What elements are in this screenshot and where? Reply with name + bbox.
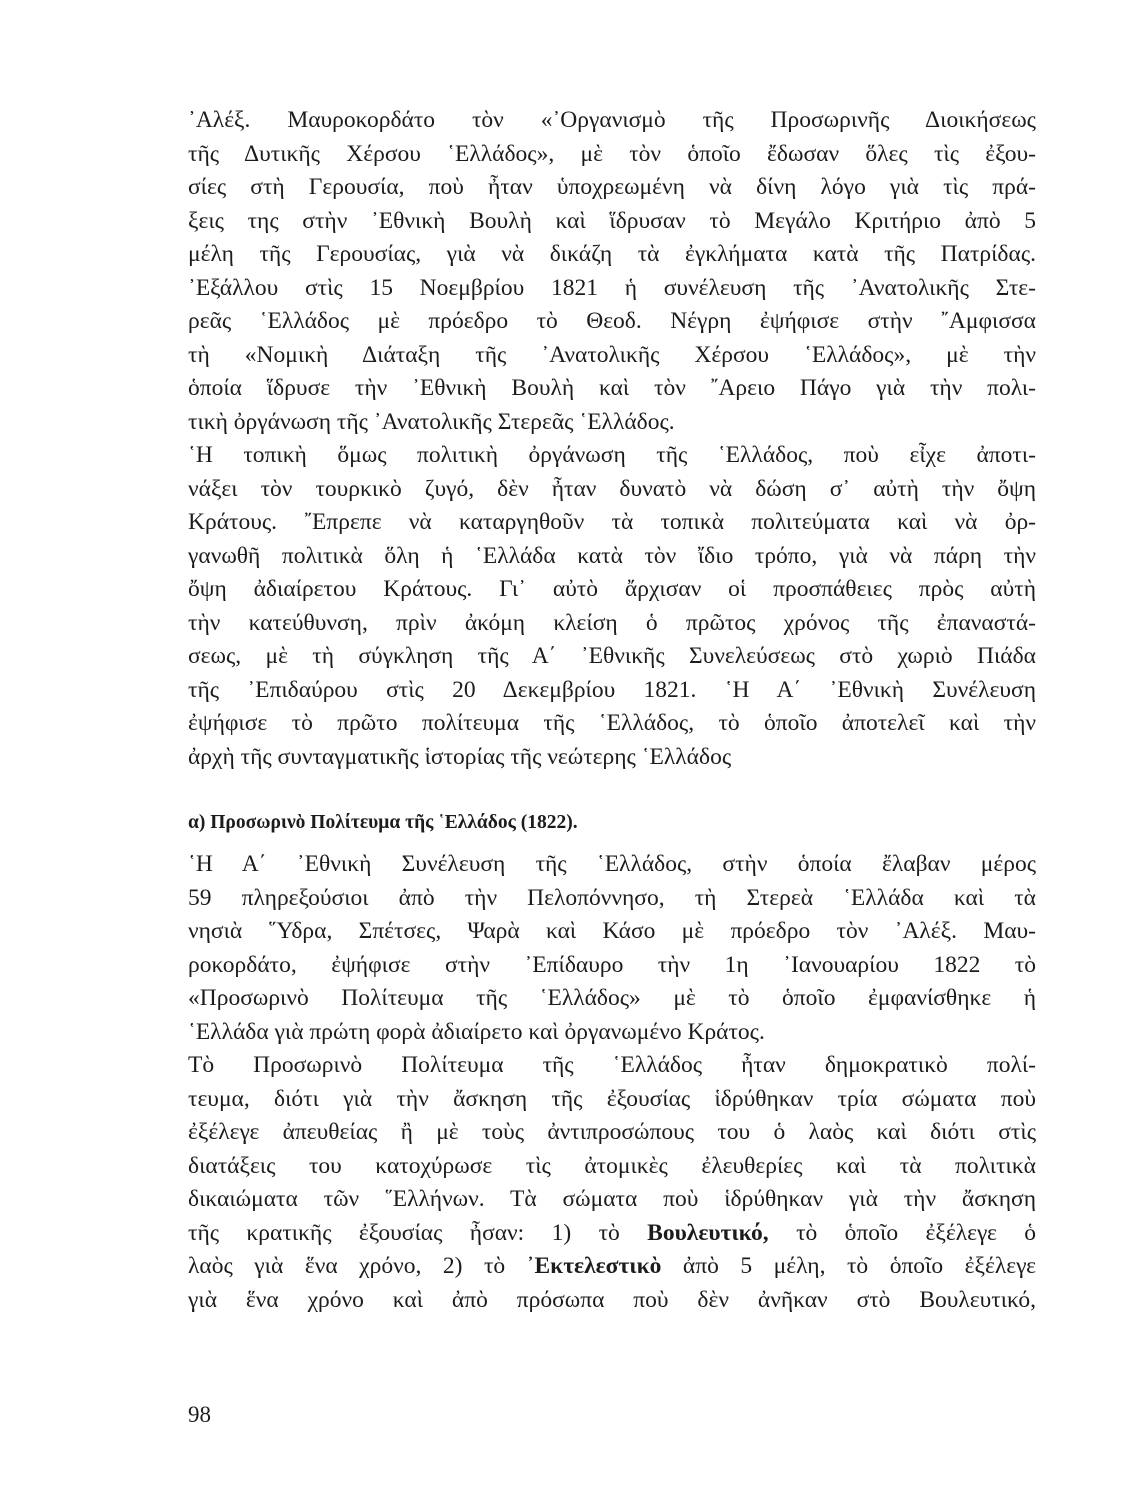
text-line: ξεις της στὴν ᾿Εθνικὴ Βουλὴ καὶ ἵδρυσαν τὸ Μεγάλο Κριτήριο ἀπὸ 5	[188, 207, 1036, 234]
text-line: ἐψήφισε τὸ πρῶτο πολίτευμα τῆς ῾Ελλάδος, τὸ ὁποῖο ἀποτελεῖ καὶ τὴν	[188, 710, 1036, 736]
bold-term: Βουλευτικό,	[647, 1219, 769, 1246]
text-line: «Προσωρινὸ Πολίτευμα τῆς ῾Ελλάδος» μὲ τὸ ὁποῖο ἐμφανίσθηκε ἡ	[188, 985, 1036, 1011]
text-line: ὁποία ἵδρυσε τὴν ᾿Εθνικὴ Βουλὴ καὶ τὸν ῎Αρειο Πάγο γιὰ τὴν πολι-	[188, 375, 1036, 401]
text-line: νησιὰ ῞Υδρα, Σπέτσες, Ψαρὰ καὶ Κάσο μὲ πρόεδρο τὸν ᾿Αλέξ. Μαυ-	[188, 918, 1036, 944]
body-text	[188, 104, 1036, 1317]
text-line: τευμα, διότι γιὰ τὴν ἄσκηση τῆς ἐξουσίας ἱδρύθηκαν τρία σώματα ποὺ	[188, 1085, 1036, 1112]
section-heading: α) Προσωρινὸ Πολίτευμα τῆς ῾Ελλάδος (1822).	[188, 812, 578, 833]
page-number: 98	[188, 1402, 211, 1427]
paragraph	[188, 848, 1036, 1049]
bold-term: ᾿Εκτελεστικὸ	[526, 1253, 662, 1279]
text-line: τικὴ ὀργάνωση τῆς ᾿Ανατολικῆς Στερεᾶς ῾Ελλάδος.	[188, 408, 675, 435]
text-line: 59 πληρεξούσιοι ἀπὸ τὴν Πελοπόννησο, τὴ Στερεὰ ῾Ελλάδα καὶ τὰ	[188, 884, 1036, 911]
text-line: ροκορδάτο, ἐψήφισε στὴν ᾿Επίδαυρο τὴν 1η ᾿Ιανουαρίου 1822 τὸ	[188, 951, 1036, 978]
text-line: ῾Η Α΄ ᾿Εθνικὴ Συνέλευση τῆς ῾Ελλάδος, στὴν ὁποία ἔλαβαν μέρος	[188, 851, 1036, 877]
text-line-with-bold	[188, 1217, 1036, 1251]
paragraph	[188, 1049, 1036, 1317]
text-segment: τῆς κρατικῆς ἐξουσίας ἦσαν: 1) τὸ	[188, 1219, 648, 1246]
paragraph	[188, 439, 1036, 774]
text-line-with-bold	[188, 1250, 1036, 1284]
text-line: ἀρχὴ τῆς συνταγματικῆς ἱστορίας τῆς νεώτερης ῾Ελλάδος	[188, 743, 732, 770]
text-line: γιὰ ἕνα χρόνο καὶ ἀπὸ πρόσωπα ποὺ δὲν ἀνῆκαν στὸ Βουλευτικό,	[188, 1286, 1036, 1313]
paragraph	[188, 104, 1036, 439]
text-line: ρεᾶς ῾Ελλάδος μὲ πρόεδρο τὸ Θεοδ. Νέγρη ἐψήφισε στὴν ῎Αμφισσα	[188, 308, 1036, 334]
text-line: τῆς Δυτικῆς Χέρσου ῾Ελλάδος», μὲ τὸν ὁποῖο ἔδωσαν ὅλες τὶς ἐξου-	[188, 140, 1036, 167]
text-line: ᾿Εξάλλου στὶς 15 Νοεμβρίου 1821 ἡ συνέλευση τῆς ᾿Ανατολικῆς Στε-	[188, 274, 1036, 301]
text-line: γανωθῆ πολιτικὰ ὅλη ἡ ῾Ελλάδα κατὰ τὸν ἴδιο τρόπο, γιὰ νὰ πάρη τὴν	[188, 542, 1036, 569]
text-line: ὄψη ἀδιαίρετου Κράτους. Γι᾿ αὐτὸ ἄρχισαν οἱ προσπάθειες πρὸς αὐτὴ	[188, 576, 1036, 602]
text-line: Κράτους. ῎Επρεπε νὰ καταργηθοῦν τὰ τοπικὰ πολιτεύματα καὶ νὰ ὀρ-	[188, 509, 1036, 535]
text-line: τὴν κατεύθυνση, πρὶν ἀκόμη κλείση ὁ πρῶτος χρόνος τῆς ἐπαναστά-	[188, 609, 1036, 636]
text-line: μέλη τῆς Γερουσίας, γιὰ νὰ δικάζη τὰ ἐγκλήματα κατὰ τῆς Πατρίδας.	[188, 241, 1036, 267]
text-segment: λαὸς γιὰ ἕνα χρόνο, 2) τὸ	[188, 1253, 527, 1279]
text-line: ᾿Αλέξ. Μαυροκορδάτο τὸν «᾿Οργανισμὸ τῆς Προσωρινῆς Διοικήσεως	[188, 107, 1036, 133]
section-spacer	[188, 774, 1036, 804]
text-line: τὴ «Νομικὴ Διάταξη τῆς ᾿Ανατολικῆς Χέρσου ῾Ελλάδος», μὲ τὴν	[188, 341, 1036, 368]
text-line: σεως, μὲ τὴ σύγκληση τῆς Α΄ ᾿Εθνικῆς Συνελεύσεως στὸ χωριὸ Πιάδα	[188, 643, 1036, 669]
text-line: δικαιώματα τῶν ῞Ελλήνων. Τὰ σώματα ποὺ ἱδρύθηκαν γιὰ τὴν ἄσκηση	[188, 1186, 1036, 1212]
text-line: σίες στὴ Γερουσία, ποὺ ἦταν ὑποχρεωμένη νὰ δίνη λόγο γιὰ τὶς πρά-	[188, 174, 1036, 200]
text-segment: τὸ ὁποῖο ἐξέλεγε ὁ	[768, 1219, 1036, 1246]
text-segment: ἀπὸ 5 μέλη, τὸ ὁποῖο ἐξέλεγε	[661, 1253, 1036, 1279]
text-line: Τὸ Προσωρινὸ Πολίτευμα τῆς ῾Ελλάδος ἦταν δημοκρατικὸ πολί-	[188, 1052, 1036, 1078]
text-line: ἐξέλεγε ἀπευθείας ἢ μὲ τοὺς ἀντιπροσώπους του ὁ λαὸς καὶ διότι στὶς	[188, 1119, 1036, 1145]
text-line: τῆς ᾿Επιδαύρου στὶς 20 Δεκεμβρίου 1821. ῾Η Α΄ ᾿Εθνικὴ Συνέλευση	[188, 676, 1036, 703]
text-line: νάξει τὸν τουρκικὸ ζυγό, δὲν ἦταν δυνατὸ νὰ δώση σ᾿ αὐτὴ τὴν ὄψη	[188, 475, 1036, 502]
text-line: ῾Η τοπικὴ ὅμως πολιτικὴ ὀργάνωση τῆς ῾Ελλάδος, ποὺ εἶχε ἀποτι-	[188, 442, 1036, 468]
text-line: ῾Ελλάδα γιὰ πρώτη φορὰ ἀδιαίρετο καὶ ὀργανωμένο Κράτος.	[188, 1018, 765, 1045]
text-line: διατάξεις του κατοχύρωσε τὶς ἀτομικὲς ἐλευθερίες καὶ τὰ πολιτικὰ	[188, 1152, 1036, 1179]
